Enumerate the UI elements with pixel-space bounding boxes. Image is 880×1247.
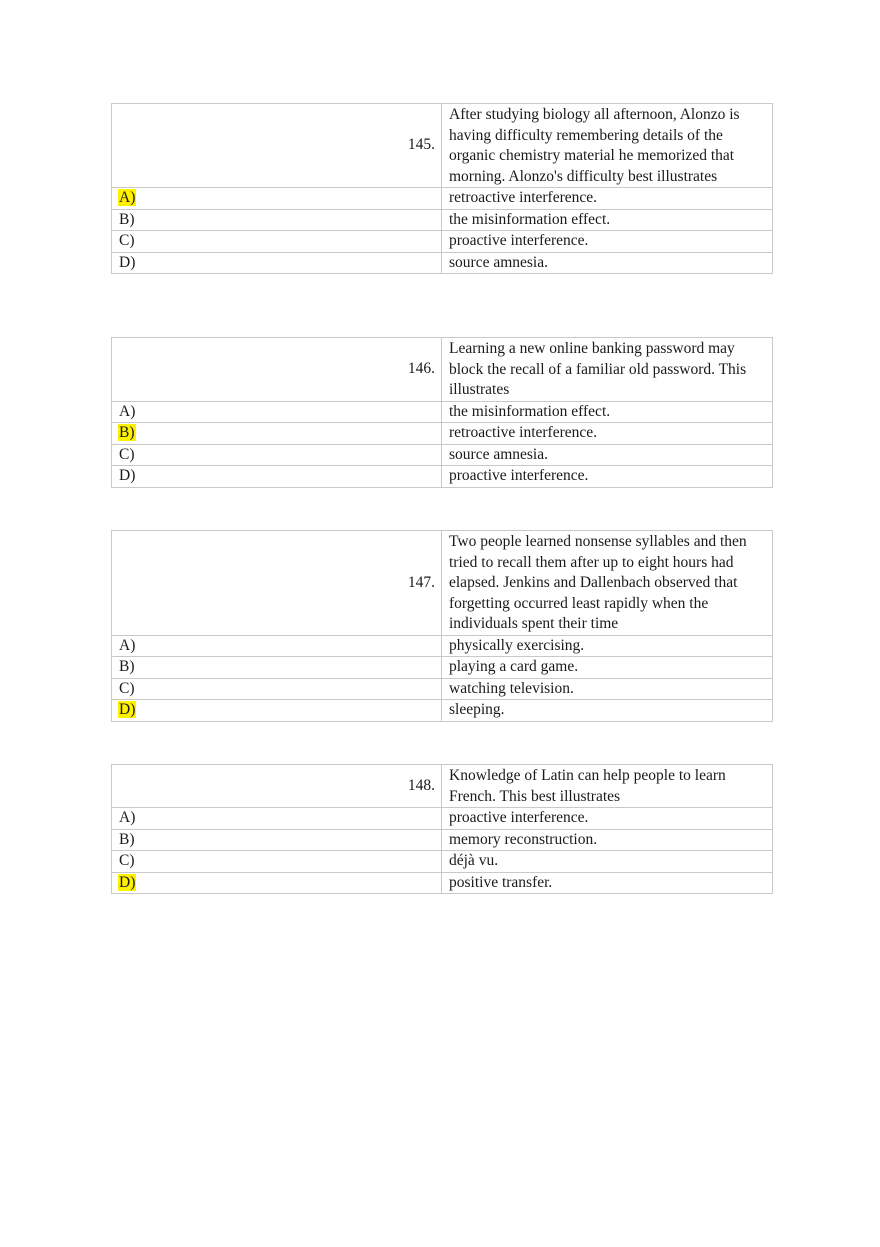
option-row	[112, 209, 773, 231]
option-text: proactive interference.	[442, 231, 773, 253]
question-stem: Knowledge of Latin can help people to learn French. This best illustrates	[442, 765, 773, 808]
question-146-table	[111, 337, 773, 488]
option-text: watching television.	[442, 678, 773, 700]
option-letter: D)	[119, 253, 136, 271]
option-letter: B)	[119, 658, 135, 675]
option-text: the misinformation effect.	[442, 209, 773, 231]
option-row	[112, 700, 773, 722]
option-letter-correct: D)	[119, 701, 136, 718]
option-letter: C)	[119, 445, 135, 463]
option-row	[112, 851, 773, 873]
question-stem: Learning a new online banking password may block the recall of a familiar old password. This illustrates	[442, 338, 773, 402]
option-text: proactive interference.	[442, 808, 773, 830]
option-text: source amnesia.	[442, 444, 773, 466]
question-stem-row	[112, 765, 773, 808]
option-text: retroactive interference.	[442, 188, 773, 210]
option-row	[112, 635, 773, 657]
option-text: proactive interference.	[442, 466, 773, 488]
option-text: déjà vu.	[442, 851, 773, 873]
question-stem: Two people learned nonsense syllables and then tried to recall them after up to eight hours had elapsed. Jenkins and Dallenbach observed that forgetting occurred least rapidly when the individuals spent their time	[442, 531, 773, 636]
option-row	[112, 872, 773, 894]
option-text: the misinformation effect.	[442, 401, 773, 423]
question-stem-row	[112, 338, 773, 402]
question-number: 148.	[112, 765, 442, 808]
option-row	[112, 423, 773, 445]
option-row	[112, 231, 773, 253]
question-stem-row	[112, 531, 773, 636]
option-row	[112, 678, 773, 700]
option-letter: A)	[119, 809, 136, 826]
option-letter: A)	[119, 636, 136, 654]
option-text: retroactive interference.	[442, 423, 773, 445]
question-number: 147.	[112, 531, 442, 636]
option-row	[112, 401, 773, 423]
option-row	[112, 188, 773, 210]
option-letter-correct: B)	[119, 424, 135, 441]
question-number: 146.	[112, 338, 442, 402]
option-letter: C)	[119, 232, 135, 249]
option-letter: D)	[119, 467, 136, 484]
option-text: source amnesia.	[442, 252, 773, 274]
question-147-table	[111, 530, 773, 722]
option-letter: B)	[119, 210, 135, 228]
option-row	[112, 829, 773, 851]
option-letter: B)	[119, 830, 135, 848]
option-text: sleeping.	[442, 700, 773, 722]
option-letter-correct: A)	[119, 189, 136, 206]
option-text: memory reconstruction.	[442, 829, 773, 851]
option-text: playing a card game.	[442, 657, 773, 679]
option-letter-correct: D)	[119, 873, 136, 891]
question-stem: After studying biology all afternoon, Alonzo is having difficulty remembering details of the organic chemistry material he memorized that morning. Alonzo's difficulty best illustrates	[442, 104, 773, 188]
option-text: physically exercising.	[442, 635, 773, 657]
option-letter: C)	[119, 852, 135, 869]
question-stem-row	[112, 104, 773, 188]
option-letter: A)	[119, 402, 136, 420]
option-text: positive transfer.	[442, 872, 773, 894]
option-letter: C)	[119, 679, 135, 697]
question-148-table	[111, 764, 773, 894]
question-145-table	[111, 103, 773, 274]
option-row	[112, 444, 773, 466]
option-row	[112, 808, 773, 830]
option-row	[112, 252, 773, 274]
option-row	[112, 657, 773, 679]
option-row	[112, 466, 773, 488]
question-number: 145.	[112, 104, 442, 188]
